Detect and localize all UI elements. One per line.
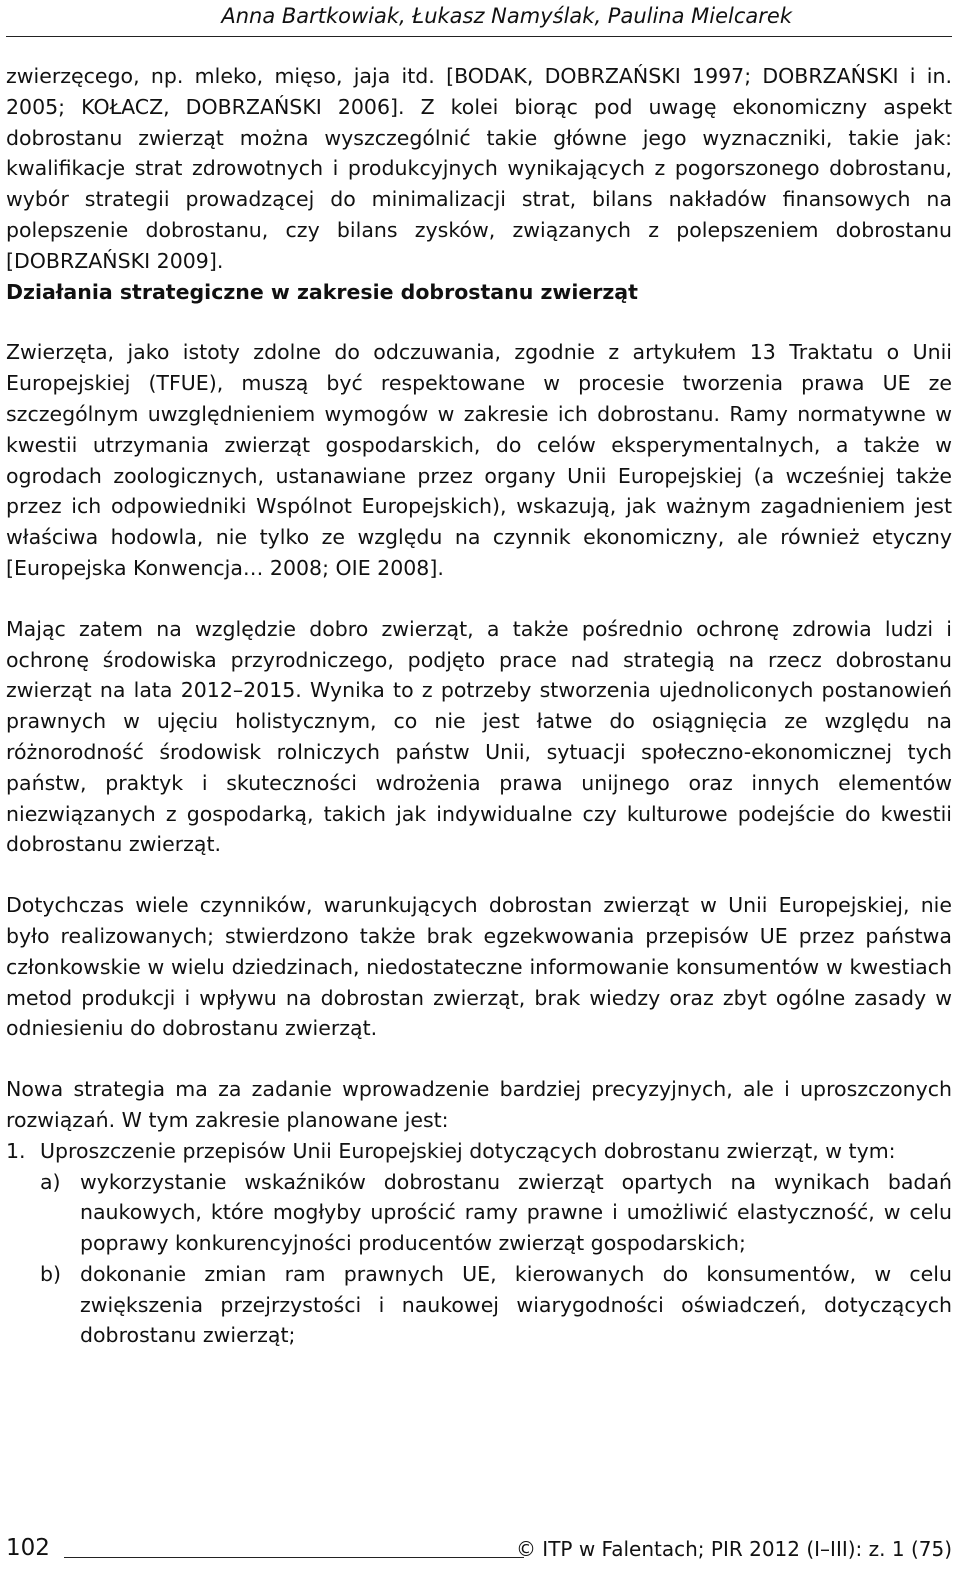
body-text — [6, 61, 952, 1351]
list-item-text: Uproszczenie przepisów Unii Europejskiej dotyczących dobrostanu zwierząt, w tym: — [40, 1138, 896, 1163]
page-number: 102 — [6, 1535, 50, 1561]
list-item-body — [40, 1136, 952, 1352]
sub-list-item-text: wykorzystanie wskaźników dobrostanu zwierząt opartych na wynikach badań naukowych, które mogłyby uprościć ramy prawne i umożliwić elastyczność, w celu poprawy konkurencyjności producentów zwierząt gospodarskich; — [80, 1169, 952, 1256]
paragraph-strategy-2012-2015: Mając zatem na względzie dobro zwierząt, a także pośrednio ochronę zdrowia ludzi i ochronę środowiska przyrodniczego, podjęto prace nad strategią na rzecz dobrostanu zwierząt na lata 2012–2015. Wynika to z potrzeby stworzenia ujednoliconych postanowień prawnych w ujęciu holistycznym, co nie jest łatwe do osiągnięcia ze względu na różnorodność środowisk rolniczych państw Unii, sytuacji społeczno-ekonomicznej tych państw, praktyk i skuteczności wdrożenia prawa unijnego oraz innych elementów niezwiązanych z gospodarką, takich jak indywidualne czy kulturowe podejście do kwestii dobrostanu zwierząt. — [6, 616, 952, 857]
paragraph-animals-sentient: Zwierzęta, jako istoty zdolne do odczuwania, zgodnie z artykułem 13 Traktatu o Unii Europejskiej (TFUE), muszą być respektowane w procesie tworzenia prawa UE ze szczególnym uwzględnieniem wymogów w zakresie ich dobrostanu. Ramy normatywne w kwestii utrzymania zwierząt gospodarskich, do celów eksperymentalnych, a także w ogrodach zoologicznych, ustanawiane przez organy Unii Europejskiej (a wcześniej także przez ich odpowiedniki Wspólnot Europejskich), wskazują, jak ważnym zagadnieniem jest właściwa hodowla, nie tylko ze względu na czynnik ekonomiczny, ale również etyczny [Europejska Konwencja… 2008; OIE 2008]. — [6, 340, 952, 580]
footer-rule — [64, 1557, 524, 1558]
sub-list-item-a — [40, 1167, 952, 1259]
sub-list-item-b — [40, 1259, 952, 1351]
sub-list-item-text: dokonanie zmian ram prawnych UE, kierowanych do konsumentów, w celu zwiększenia przejrzystości i naukowej wiarygodności oświadczeń, dotyczących dobrostanu zwierząt; — [80, 1261, 952, 1348]
section-heading: Działania strategiczne w zakresie dobrostanu zwierząt — [6, 279, 638, 304]
planned-measures-list — [6, 1136, 952, 1352]
sub-list-marker: b) — [40, 1261, 62, 1286]
list-item — [6, 1136, 952, 1352]
sub-list-marker: a) — [40, 1169, 61, 1194]
paragraph-new-strategy: Nowa strategia ma za zadanie wprowadzenie bardziej precyzyjnych, ale i uproszczonych rozwiązań. W tym zakresie planowane jest: — [6, 1077, 952, 1132]
footer-credit: © ITP w Falentach; PIR 2012 (I–III): z. 1 (75) — [515, 1537, 952, 1561]
paragraph-intro: zwierzęcego, np. mleko, mięso, jaja itd. [BODAK, DOBRZAŃSKI 1997; DOBRZAŃSKI i in. 2005; KOŁACZ, DOBRZAŃSKI 2006]. Z kolei biorąc pod uwagę ekonomiczny aspekt dobrostanu zwierząt można wyszczególnić takie główne jego wyznaczniki, takie jak: kwalifikacje strat zdrowotnych i produkcyjnych wynikających z pogorszonego dobrostanu, wybór strategii prowadzącej do minimalizacji strat, bilans nakładów finansowych na polepszenie dobrostanu, czy bilans zysków, związanych z polepszeniem dobrostanu [DOBRZAŃSKI 2009]. — [6, 64, 952, 273]
header-rule — [6, 36, 952, 37]
running-header: Anna Bartkowiak, Łukasz Namyślak, Paulina Mielcarek — [221, 4, 792, 28]
paragraph-shortcomings: Dotychczas wiele czynników, warunkujących dobrostan zwierząt w Unii Europejskiej, nie było realizowanych; stwierdzono także brak egzekwowania przepisów UE przez państwa członkowskie w wielu dziedzinach, niedostateczne informowanie konsumentów w kwestiach metod produkcji i wpływu na dobrostan zwierząt, brak wiedzy oraz zbyt ogólne zasady w odniesieniu do dobrostanu zwierząt. — [6, 893, 952, 1041]
document-page — [6, 0, 952, 1577]
list-marker: 1. — [6, 1138, 26, 1163]
page-footer — [6, 1535, 952, 1575]
